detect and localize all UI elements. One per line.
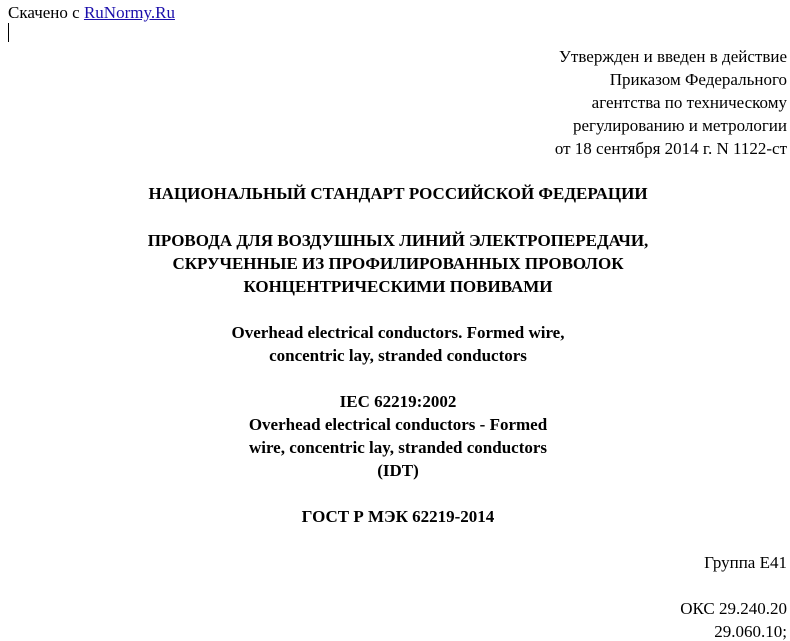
english-title-line: concentric lay, stranded conductors	[269, 346, 527, 365]
text-cursor	[8, 23, 9, 42]
source-prefix: Скачено с	[8, 3, 84, 22]
english-title	[0, 321, 790, 367]
russian-title-line: КОНЦЕНТРИЧЕСКИМИ ПОВИВАМИ	[243, 277, 553, 296]
iec-line: Overhead electrical conductors - Formed	[248, 415, 548, 434]
iec-line: IEC 62219:2002	[339, 392, 457, 411]
iec-block	[0, 390, 790, 482]
source-line	[8, 1, 175, 24]
gost-designation: ГОСТ Р МЭК 62219-2014	[301, 507, 495, 526]
approval-line: Приказом Федерального	[609, 70, 787, 89]
russian-title-line: СКРУЧЕННЫЕ ИЗ ПРОФИЛИРОВАННЫХ ПРОВОЛОК	[172, 254, 624, 273]
group-code: Группа Е41	[704, 553, 787, 572]
source-link[interactable]: RuNormy.Ru	[83, 3, 175, 22]
oks-line: ОКС 29.240.20	[680, 599, 787, 618]
approval-line: регулированию и метрологии	[572, 116, 787, 135]
standard-type-heading	[0, 182, 790, 205]
iec-line: (IDT)	[377, 461, 419, 480]
gost-heading	[0, 505, 790, 528]
approval-line: Утвержден и введен в действие	[558, 47, 787, 66]
approval-line: агентства по техническому	[591, 93, 787, 112]
approval-block	[555, 45, 787, 160]
oks-code	[680, 597, 787, 641]
oks-line: 29.060.10;	[714, 622, 787, 641]
english-title-line: Overhead electrical conductors. Formed wire,	[231, 323, 565, 342]
russian-title	[0, 229, 790, 298]
standard-type: НАЦИОНАЛЬНЫЙ СТАНДАРТ РОССИЙСКОЙ ФЕДЕРАЦИИ	[148, 184, 648, 203]
iec-line: wire, concentric lay, stranded conductors	[248, 438, 548, 457]
approval-line: от 18 сентября 2014 г. N 1122-ст	[554, 139, 787, 158]
russian-title-line: ПРОВОДА ДЛЯ ВОЗДУШНЫХ ЛИНИЙ ЭЛЕКТРОПЕРЕДАЧИ,	[147, 231, 649, 250]
